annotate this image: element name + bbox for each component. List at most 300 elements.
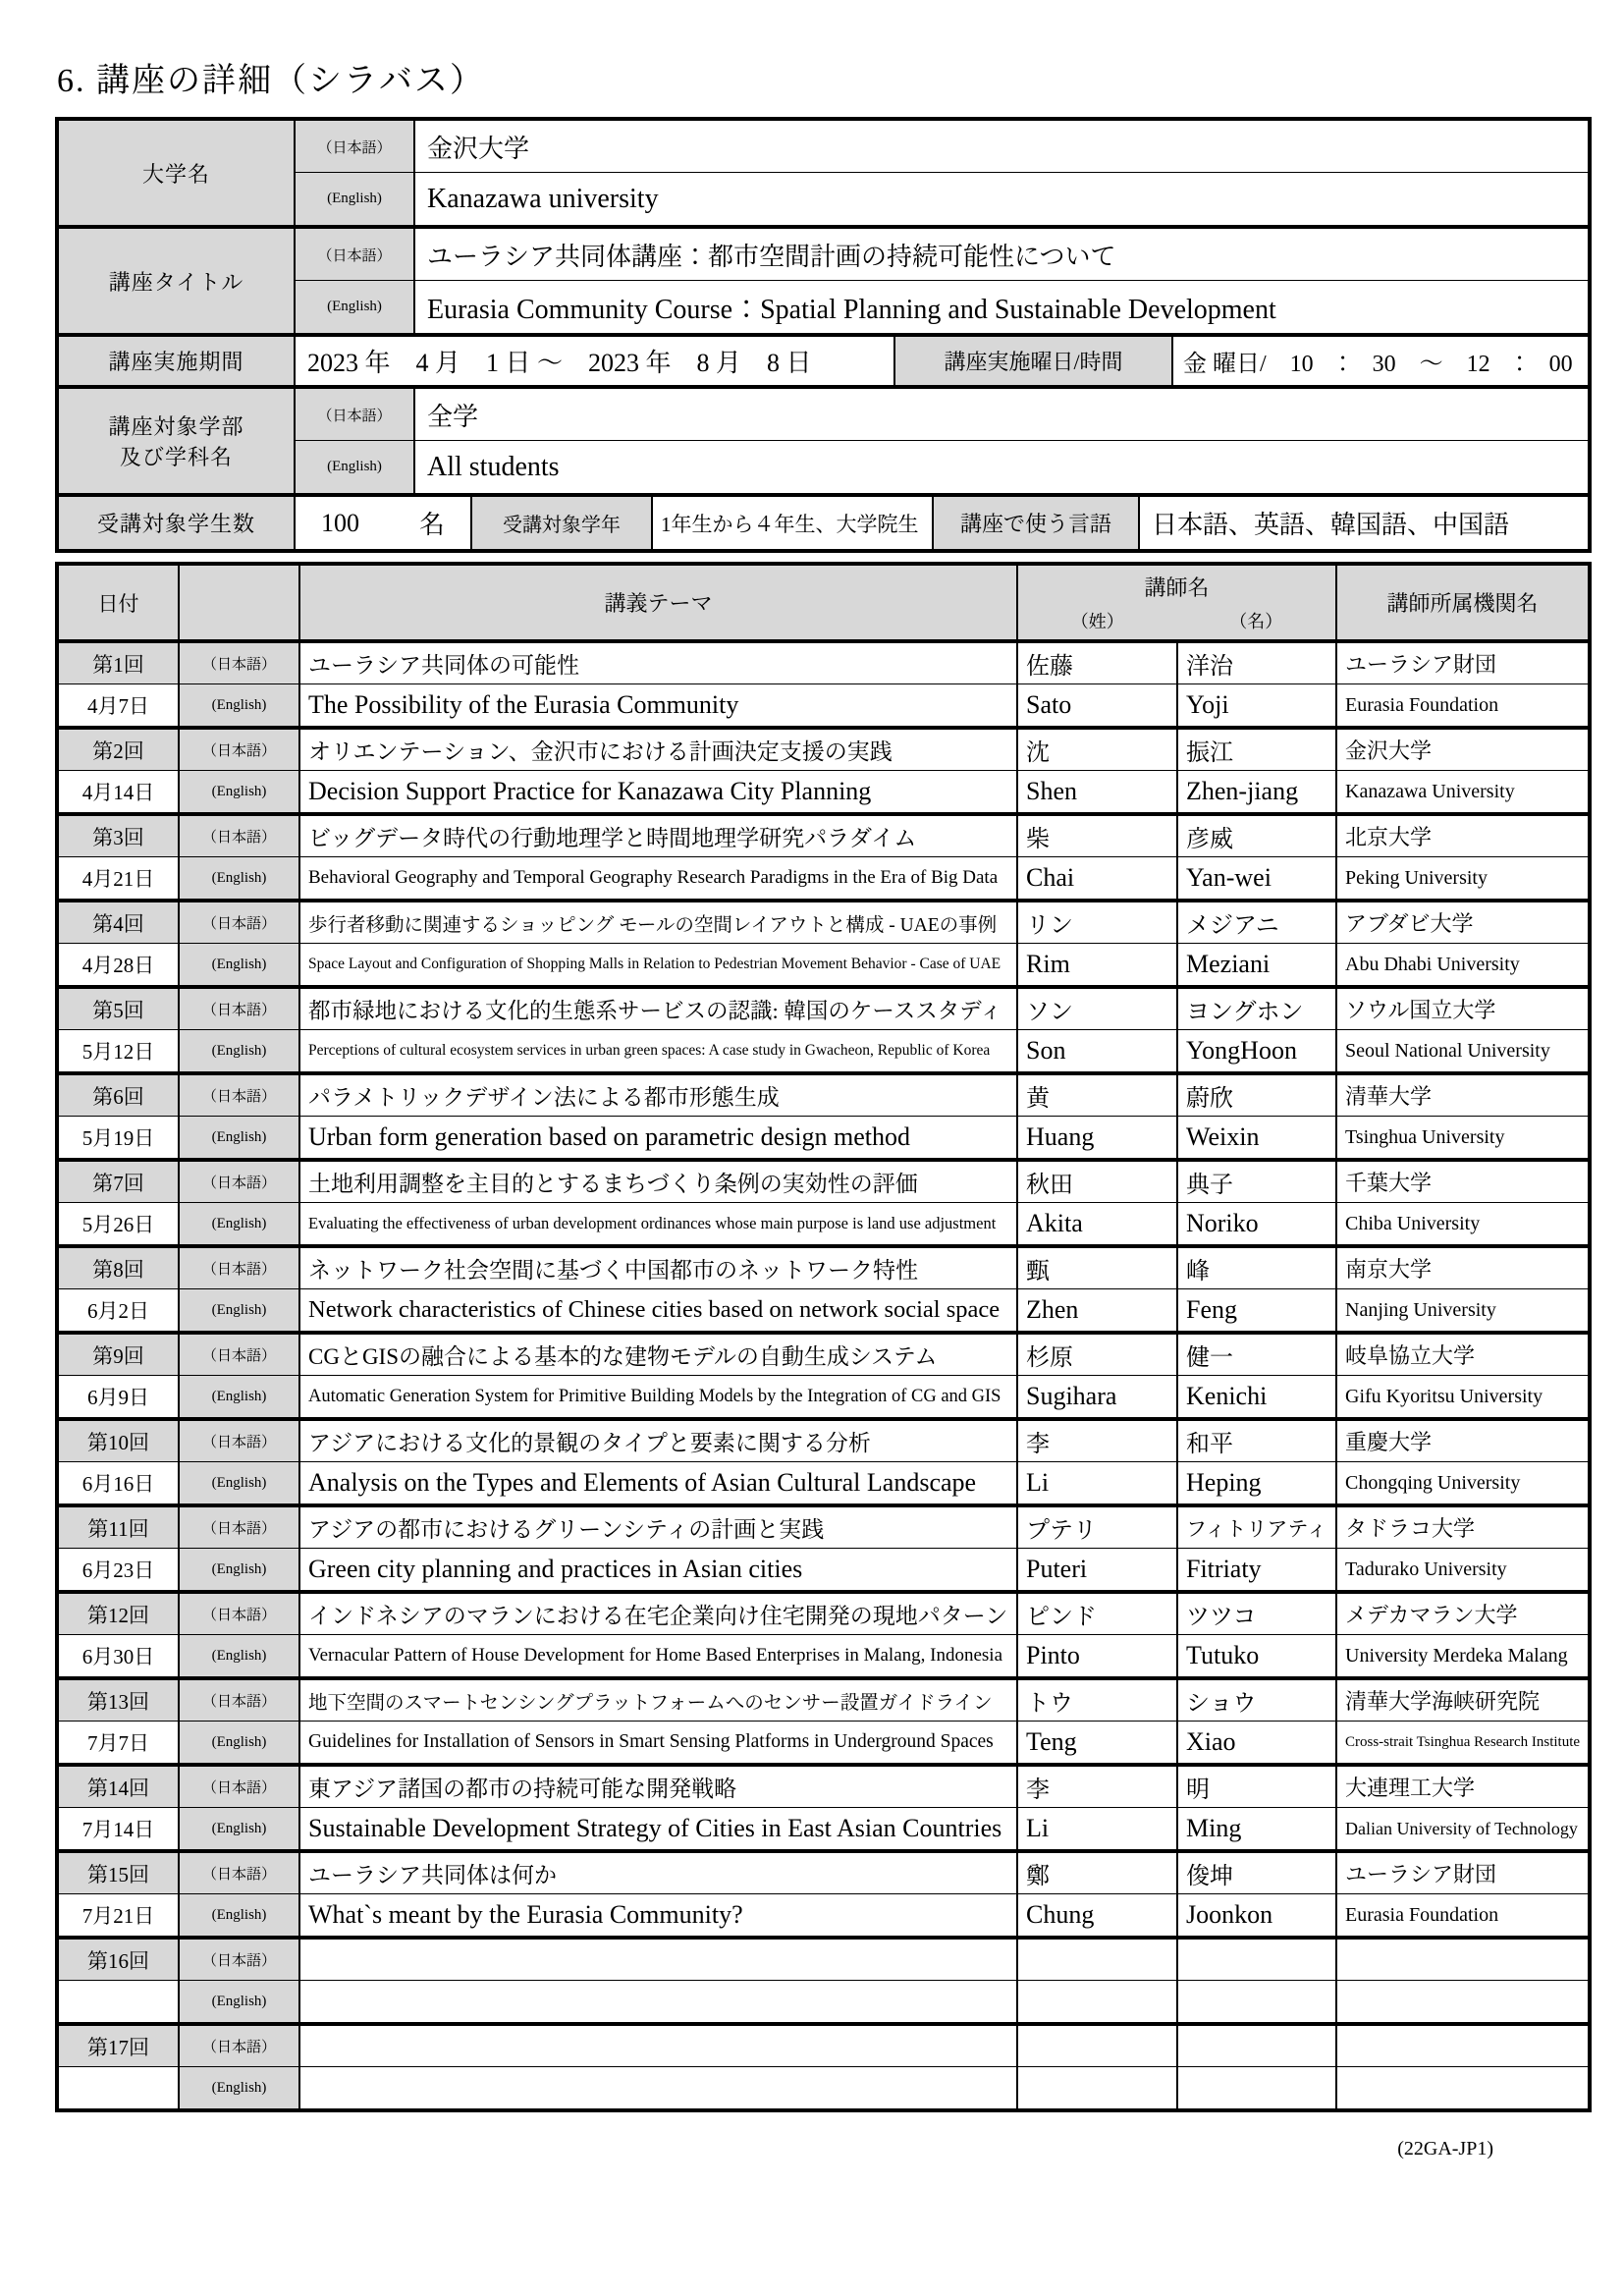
lecturer-affiliation-en: Kanazawa University	[1345, 780, 1515, 802]
lecture-theme-ja: ビッグデータ時代の行動地理学と時間地理学研究パラダイム	[300, 816, 1018, 856]
lecturer-given-name-en	[1178, 2067, 1337, 2108]
lecture-subrow-ja	[59, 1594, 1588, 1635]
lecturer-surname-ja: 佐藤	[1018, 643, 1178, 683]
lecturer-affiliation-en: Peking University	[1345, 866, 1488, 889]
lecture-subrow-en	[59, 1117, 1588, 1158]
faculty-en: All students	[427, 451, 560, 482]
lecture-date: 4月28日	[59, 944, 180, 985]
lecturer-given-name-ja: 典子	[1178, 1162, 1337, 1202]
lecturer-surname-en	[1018, 2067, 1178, 2108]
lecturer-affiliation-en: Chiba University	[1345, 1212, 1481, 1234]
schedule-header	[59, 566, 1588, 643]
lang-tag-japanese: （日本語）	[180, 1335, 300, 1375]
lecture-row	[59, 1335, 1588, 1421]
lecturer-surname-en: Pinto	[1018, 1635, 1178, 1676]
lecturer-affiliation-en: Abu Dhabi University	[1345, 953, 1520, 975]
lecture-subrow-en	[59, 1722, 1588, 1763]
day-time-label: 講座実施曜日/時間	[895, 337, 1173, 385]
lecture-subrow-en	[59, 1981, 1588, 2022]
lecture-no: 第2回	[59, 730, 180, 770]
lang-tag-japanese: （日本語）	[180, 1680, 300, 1721]
lecture-theme-ja: ネットワーク社会空間に基づく中国都市のネットワーク特性	[300, 1248, 1018, 1288]
lecture-subrow-en	[59, 1635, 1588, 1676]
lecture-subrow-ja	[59, 2026, 1588, 2067]
lecture-row	[59, 816, 1588, 902]
lecturer-affiliation-ja: 千葉大学	[1345, 1171, 1433, 1195]
lecture-row	[59, 1680, 1588, 1767]
lecture-subrow-en	[59, 1462, 1588, 1503]
lecturer-surname-en: Shen	[1018, 771, 1178, 812]
lecture-row	[59, 989, 1588, 1075]
lecturer-given-name-en: YongHoon	[1178, 1030, 1337, 1071]
lecture-theme-ja: 東アジア諸国の都市の持続可能な開発戦略	[300, 1767, 1018, 1807]
header-given-name: （名）	[1229, 612, 1283, 631]
lang-tag-japanese: （日本語）	[296, 121, 415, 172]
lang-tag-japanese: （日本語）	[296, 389, 415, 440]
lecture-theme-ja: CGとGISの融合による基本的な建物モデルの自動生成システム	[300, 1335, 1018, 1375]
lecture-theme-ja: 都市緑地における文化的生態系サービスの認識: 韓国のケーススタディ	[300, 989, 1018, 1029]
header-date: 日付	[59, 566, 180, 639]
lecturer-given-name-en: Joonkon	[1178, 1894, 1337, 1936]
lecture-date: 6月23日	[59, 1549, 180, 1590]
lecturer-surname-en: Chai	[1018, 857, 1178, 899]
lecture-row	[59, 1162, 1588, 1248]
lecture-no: 第10回	[59, 1421, 180, 1461]
lang-tag-english: (English)	[180, 857, 300, 899]
lecturer-affiliation-en	[1337, 2067, 1588, 2108]
university-block	[59, 121, 1588, 229]
lecturer-affiliation-ja: 大連理工大学	[1345, 1776, 1476, 1800]
lecturer-surname-ja: 秋田	[1018, 1162, 1178, 1202]
faculty-label-line2: 及び学科名	[119, 445, 233, 469]
lecturer-surname-ja: プテリ	[1018, 1507, 1178, 1548]
faculty-block	[59, 389, 1588, 497]
lecturer-given-name-ja: 俊坤	[1178, 1853, 1337, 1893]
lecture-row	[59, 1767, 1588, 1853]
lecture-subrow-ja	[59, 1680, 1588, 1722]
lecturer-affiliation-en: Nanjing University	[1345, 1298, 1496, 1321]
lang-tag-english: (English)	[180, 1808, 300, 1849]
lecture-no: 第17回	[59, 2026, 180, 2066]
lang-tag-japanese: （日本語）	[180, 1075, 300, 1116]
lecture-date	[59, 1981, 180, 2022]
lecture-theme-en: Space Layout and Configuration of Shopping Malls in Relation to Pedestrian Movement Behavior - Case of UAE	[300, 944, 1018, 985]
lecture-subrow-ja	[59, 1767, 1588, 1808]
lecturer-given-name-ja: 洋治	[1178, 643, 1337, 683]
lang-tag-japanese: （日本語）	[180, 1421, 300, 1461]
faculty-label-line1: 講座対象学部	[108, 414, 244, 439]
lecturer-given-name-ja: ショウ	[1178, 1680, 1337, 1721]
lecturer-surname-en: Teng	[1018, 1722, 1178, 1763]
course-title-label: 講座タイトル	[59, 229, 296, 333]
lecture-row	[59, 1421, 1588, 1507]
lecture-row	[59, 902, 1588, 989]
lecturer-surname-ja: 沈	[1018, 730, 1178, 770]
lang-tag-english: (English)	[180, 1981, 300, 2022]
lecturer-given-name-en: Heping	[1178, 1462, 1337, 1503]
lang-tag-english: (English)	[180, 1722, 300, 1763]
lecturer-affiliation-en: Tsinghua University	[1345, 1125, 1505, 1148]
lecture-row	[59, 1248, 1588, 1335]
lecturer-surname-en: Chung	[1018, 1894, 1178, 1936]
lecture-subrow-ja	[59, 902, 1588, 944]
lecture-theme-en: Evaluating the effectiveness of urban development ordinances whose main purpose is land use adjustment	[300, 1203, 1018, 1244]
lecture-date: 4月7日	[59, 684, 180, 726]
lecture-subrow-ja	[59, 1162, 1588, 1203]
lecturer-affiliation-ja: 岐阜協立大学	[1345, 1343, 1476, 1368]
lecture-subrow-en	[59, 1203, 1588, 1244]
lecturer-surname-ja: 李	[1018, 1767, 1178, 1807]
lecturer-given-name-en: Xiao	[1178, 1722, 1337, 1763]
lecture-theme-ja: オリエンテーション、金沢市における計画決定支援の実践	[300, 730, 1018, 770]
lecture-subrow-ja	[59, 643, 1588, 684]
lecture-subrow-en	[59, 1030, 1588, 1071]
lecturer-affiliation-ja: ユーラシア財団	[1345, 652, 1497, 677]
period-block	[59, 337, 1588, 389]
lecturer-affiliation-en: Eurasia Foundation	[1345, 693, 1499, 716]
student-count-cell	[296, 497, 472, 549]
lecturer-given-name-en: Feng	[1178, 1289, 1337, 1331]
lecture-date: 7月14日	[59, 1808, 180, 1849]
lecture-date: 6月30日	[59, 1635, 180, 1676]
lecture-date: 5月19日	[59, 1117, 180, 1158]
lecture-theme-ja: アジアにおける文化的景観のタイプと要素に関する分析	[300, 1421, 1018, 1461]
lecture-date: 4月14日	[59, 771, 180, 812]
grade-value: 1年生から４年生、大学院生	[653, 497, 934, 549]
lecture-theme-en: Network characteristics of Chinese cities based on network social space	[300, 1289, 1018, 1331]
lecture-subrow-en	[59, 1808, 1588, 1849]
lang-tag-english: (English)	[180, 1117, 300, 1158]
lecture-no: 第8回	[59, 1248, 180, 1288]
lang-tag-japanese: （日本語）	[180, 1594, 300, 1634]
lecture-subrow-ja	[59, 1335, 1588, 1376]
lecture-subrow-ja	[59, 1853, 1588, 1894]
schedule-table	[55, 562, 1592, 2112]
lecturer-given-name-ja: ツツコ	[1178, 1594, 1337, 1634]
lecture-theme-ja	[300, 2026, 1018, 2066]
lang-tag-japanese: （日本語）	[180, 643, 300, 683]
lang-tag-japanese: （日本語）	[180, 1162, 300, 1202]
lecturer-surname-en: Sugihara	[1018, 1376, 1178, 1417]
lecturer-affiliation-ja: 清華大学海峡研究院	[1345, 1689, 1541, 1714]
lecturer-surname-en: Akita	[1018, 1203, 1178, 1244]
lecture-row	[59, 1594, 1588, 1680]
lang-tag-japanese: （日本語）	[180, 1853, 300, 1893]
lang-tag-english: (English)	[180, 1635, 300, 1676]
lecture-date: 4月21日	[59, 857, 180, 899]
lecture-theme-en	[300, 1981, 1018, 2022]
lecture-theme-en	[300, 2067, 1018, 2108]
lang-tag-japanese: （日本語）	[180, 1248, 300, 1288]
lecturer-surname-en: Li	[1018, 1808, 1178, 1849]
students-block	[59, 497, 1588, 549]
lecturer-affiliation-en: University Merdeka Malang	[1345, 1644, 1568, 1667]
lecture-no: 第6回	[59, 1075, 180, 1116]
lecturer-affiliation-ja: 清華大学	[1345, 1084, 1433, 1109]
header-lecturer-sub	[1018, 608, 1335, 633]
day-time-value: 金 曜日/ 10 ： 30 ～ 12 ： 00	[1183, 352, 1573, 377]
header-affiliation: 講師所属機関名	[1337, 566, 1588, 639]
lecturer-affiliation-ja: メデカマラン大学	[1345, 1603, 1518, 1627]
course-title-en: Eurasia Community Course：Spatial Planning and Sustainable Development	[427, 294, 1276, 325]
lecture-theme-ja: ユーラシア共同体の可能性	[300, 643, 1018, 683]
schedule-body	[59, 643, 1588, 2108]
lecturer-affiliation-ja: ユーラシア財団	[1345, 1862, 1497, 1886]
lecture-no: 第7回	[59, 1162, 180, 1202]
lecturer-surname-ja: 甄	[1018, 1248, 1178, 1288]
lecture-date: 6月2日	[59, 1289, 180, 1331]
lecturer-given-name-ja: 蔚欣	[1178, 1075, 1337, 1116]
page-title: 6. 講座の詳細（シラバス）	[57, 63, 485, 99]
lecturer-given-name-en: Meziani	[1178, 944, 1337, 985]
lecture-date: 7月7日	[59, 1722, 180, 1763]
faculty-ja: 全学	[427, 402, 479, 431]
lecture-no: 第9回	[59, 1335, 180, 1375]
lang-tag-english: (English)	[180, 1203, 300, 1244]
lecturer-affiliation-ja: 南京大学	[1345, 1257, 1433, 1282]
lang-tag-japanese: （日本語）	[180, 2026, 300, 2066]
lecture-theme-ja: パラメトリックデザイン法による都市形態生成	[300, 1075, 1018, 1116]
lang-tag-japanese: （日本語）	[180, 1940, 300, 1980]
lecture-date: 6月16日	[59, 1462, 180, 1503]
lecture-theme-ja: アジアの都市におけるグリーンシティの計画と実践	[300, 1507, 1018, 1548]
lang-tag-english: (English)	[180, 684, 300, 726]
student-count-label: 受講対象学生数	[59, 497, 296, 549]
lecture-subrow-ja	[59, 1421, 1588, 1462]
lecturer-given-name-en: Ming	[1178, 1808, 1337, 1849]
lecturer-surname-en: Sato	[1018, 684, 1178, 726]
university-label: 大学名	[59, 121, 296, 225]
lecture-theme-ja: 地下空間のスマートセンシングプラットフォームへのセンサー設置ガイドライン	[300, 1680, 1018, 1721]
faculty-label	[59, 389, 296, 493]
lecture-theme-en: Automatic Generation System for Primitive Building Models by the Integration of CG and GIS	[300, 1376, 1018, 1417]
lecture-subrow-en	[59, 771, 1588, 812]
lecture-subrow-en	[59, 1376, 1588, 1417]
lecture-theme-ja: ユーラシア共同体は何か	[300, 1853, 1018, 1893]
lecture-subrow-en	[59, 1289, 1588, 1331]
lecture-date: 5月12日	[59, 1030, 180, 1071]
lecture-theme-ja: 歩行者移動に関連するショッピング モールの空間レイアウトと構成 - UAEの事例	[300, 902, 1018, 943]
lecturer-affiliation-en: Chongqing University	[1345, 1471, 1521, 1494]
lecturer-given-name-en: Noriko	[1178, 1203, 1337, 1244]
lecturer-given-name-en	[1178, 1981, 1337, 2022]
lang-tag-japanese: （日本語）	[180, 1767, 300, 1807]
course-title-ja: ユーラシア共同体講座：都市空間計画の持続可能性について	[427, 242, 1116, 271]
lecture-no: 第14回	[59, 1767, 180, 1807]
lang-tag-english: (English)	[180, 944, 300, 985]
university-name-en: Kanazawa university	[427, 183, 659, 214]
student-count: 100	[321, 508, 359, 537]
lecture-theme-en: The Possibility of the Eurasia Community	[300, 684, 1018, 726]
lecture-no: 第16回	[59, 1940, 180, 1980]
lecturer-surname-en: Puteri	[1018, 1549, 1178, 1590]
student-count-unit: 名	[418, 511, 445, 539]
lecturer-surname-ja: ピンド	[1018, 1594, 1178, 1634]
lecture-subrow-ja	[59, 816, 1588, 857]
lecture-theme-ja: 土地利用調整を主目的とするまちづくり条例の実効性の評価	[300, 1162, 1018, 1202]
header-theme: 講義テーマ	[300, 566, 1018, 639]
lecturer-surname-ja	[1018, 1940, 1178, 1980]
lecturer-surname-en: Huang	[1018, 1117, 1178, 1158]
lecture-row	[59, 1940, 1588, 2026]
lecture-no: 第3回	[59, 816, 180, 856]
lecture-subrow-ja	[59, 1248, 1588, 1289]
header-lecturer	[1018, 566, 1337, 639]
lecturer-affiliation-en: Eurasia Foundation	[1345, 1903, 1499, 1926]
lecturer-given-name-ja: 明	[1178, 1767, 1337, 1807]
lecturer-affiliation-ja: 北京大学	[1345, 825, 1433, 849]
lecture-row	[59, 643, 1588, 730]
lecturer-surname-en: Son	[1018, 1030, 1178, 1071]
lecture-theme-en: Analysis on the Types and Elements of Asian Cultural Landscape	[300, 1462, 1018, 1503]
lecturer-surname-ja: 黄	[1018, 1075, 1178, 1116]
course-title-block	[59, 229, 1588, 337]
lecturer-affiliation-en: Gifu Kyoritsu University	[1345, 1385, 1543, 1407]
lecture-theme-en: Decision Support Practice for Kanazawa City Planning	[300, 771, 1018, 812]
lecture-subrow-ja	[59, 989, 1588, 1030]
lang-tag-english: (English)	[296, 281, 415, 333]
lecture-row	[59, 1075, 1588, 1162]
lecturer-affiliation-en: Seoul National University	[1345, 1039, 1550, 1062]
lecturer-given-name-ja: 和平	[1178, 1421, 1337, 1461]
lecturer-affiliation-ja: 重慶大学	[1345, 1430, 1433, 1454]
lecture-theme-en: Guidelines for Installation of Sensors in Smart Sensing Platforms in Underground Spaces	[300, 1722, 1018, 1763]
header-lecturer-title: 講師名	[1144, 575, 1210, 600]
period-value: 2023 年 4 月 1 日 ～ 2023 年 8 月 8 日	[296, 337, 895, 385]
lecturer-given-name-ja: 峰	[1178, 1248, 1337, 1288]
lecture-row	[59, 730, 1588, 816]
lecturer-given-name-ja	[1178, 1940, 1337, 1980]
lang-tag-japanese: （日本語）	[180, 730, 300, 770]
lecturer-given-name-ja: ヨングホン	[1178, 989, 1337, 1029]
lecturer-affiliation-ja: 金沢大学	[1345, 738, 1433, 763]
lecture-theme-en: What`s meant by the Eurasia Community?	[300, 1894, 1018, 1936]
lecture-theme-en: Behavioral Geography and Temporal Geography Research Paradigms in the Era of Big Data	[300, 857, 1018, 899]
lecturer-surname-ja: リン	[1018, 902, 1178, 943]
lecturer-given-name-en: Yoji	[1178, 684, 1337, 726]
lecture-theme-en: Vernacular Pattern of House Development for Home Based Enterprises in Malang, Indonesia	[300, 1635, 1018, 1676]
lecturer-affiliation-en: Cross-strait Tsinghua Research Institute	[1345, 1733, 1581, 1750]
lang-tag-english: (English)	[180, 1376, 300, 1417]
lecturer-affiliation-ja: タドラコ大学	[1345, 1516, 1476, 1541]
lecturer-surname-en: Zhen	[1018, 1289, 1178, 1331]
lecturer-affiliation-ja: ソウル国立大学	[1345, 998, 1496, 1022]
lecture-no: 第1回	[59, 643, 180, 683]
lecturer-given-name-ja: 彦威	[1178, 816, 1337, 856]
lecture-theme-ja	[300, 1940, 1018, 1980]
lang-tag-english: (English)	[296, 173, 415, 225]
lang-tag-english: (English)	[180, 1462, 300, 1503]
lecturer-given-name-en: Tutuko	[1178, 1635, 1337, 1676]
lang-tag-japanese: （日本語）	[180, 1507, 300, 1548]
lecturer-given-name-en: Zhen-jiang	[1178, 771, 1337, 812]
lang-tag-english: (English)	[180, 1894, 300, 1936]
lecturer-affiliation-ja	[1337, 1940, 1588, 1980]
lecturer-surname-ja: トウ	[1018, 1680, 1178, 1721]
lecture-subrow-ja	[59, 730, 1588, 771]
university-name-ja: 金沢大学	[427, 134, 530, 163]
lecture-theme-ja: インドネシアのマランにおける在宅企業向け住宅開発の現地パターン	[300, 1594, 1018, 1634]
lecturer-given-name-en: Weixin	[1178, 1117, 1337, 1158]
lecturer-given-name-ja: メジアニ	[1178, 902, 1337, 943]
lecture-subrow-ja	[59, 1507, 1588, 1549]
header-lang-spacer	[180, 566, 300, 639]
lecture-theme-en: Urban form generation based on parametric design method	[300, 1117, 1018, 1158]
lang-tag-english: (English)	[180, 2067, 300, 2108]
lecture-subrow-en	[59, 2067, 1588, 2108]
course-language-label: 講座で使う言語	[934, 497, 1140, 549]
lecturer-given-name-en: Kenichi	[1178, 1376, 1337, 1417]
lecturer-affiliation-en	[1337, 1981, 1588, 2022]
lecture-theme-en: Green city planning and practices in Asian cities	[300, 1549, 1018, 1590]
lecture-no: 第11回	[59, 1507, 180, 1548]
lecture-no: 第13回	[59, 1680, 180, 1721]
lang-tag-english: (English)	[296, 441, 415, 493]
lang-tag-japanese: （日本語）	[180, 816, 300, 856]
header-surname: （姓）	[1070, 612, 1124, 631]
lecturer-surname-ja: ソン	[1018, 989, 1178, 1029]
course-info-table	[55, 117, 1592, 553]
lang-tag-english: (English)	[180, 1549, 300, 1590]
lecturer-affiliation-ja	[1337, 2026, 1588, 2066]
lecturer-given-name-ja	[1178, 2026, 1337, 2066]
lecture-date	[59, 2067, 180, 2108]
lecturer-surname-ja: 柴	[1018, 816, 1178, 856]
lang-tag-english: (English)	[180, 771, 300, 812]
lecture-subrow-en	[59, 684, 1588, 726]
lecture-row	[59, 1853, 1588, 1940]
lecturer-surname-ja: 李	[1018, 1421, 1178, 1461]
lecturer-affiliation-en: Dalian University of Technology	[1345, 1818, 1578, 1838]
lecture-subrow-ja	[59, 1940, 1588, 1981]
lecture-subrow-en	[59, 857, 1588, 899]
lecture-theme-en: Sustainable Development Strategy of Cities in East Asian Countries	[300, 1808, 1018, 1849]
course-language-value: 日本語、英語、韓国語、中国語	[1152, 511, 1510, 539]
lecture-date: 5月26日	[59, 1203, 180, 1244]
lang-tag-english: (English)	[180, 1289, 300, 1331]
doc-code: (22GA-JP1)	[1397, 2138, 1493, 2159]
lecturer-given-name-ja: 振江	[1178, 730, 1337, 770]
lecturer-surname-ja	[1018, 2026, 1178, 2066]
lecture-theme-en: Perceptions of cultural ecosystem services in urban green spaces: A case study in Gwacheon, Republic of Korea	[300, 1030, 1018, 1071]
lecturer-given-name-en: Yan-wei	[1178, 857, 1337, 899]
lang-tag-english: (English)	[180, 1030, 300, 1071]
lang-tag-japanese: （日本語）	[296, 229, 415, 280]
lecturer-surname-ja: 杉原	[1018, 1335, 1178, 1375]
lecture-date: 6月9日	[59, 1376, 180, 1417]
lecture-row	[59, 2026, 1588, 2108]
lecture-subrow-ja	[59, 1075, 1588, 1117]
lang-tag-japanese: （日本語）	[180, 989, 300, 1029]
lecturer-affiliation-en: Tadurako University	[1345, 1558, 1507, 1580]
lecture-no: 第15回	[59, 1853, 180, 1893]
lecture-no: 第5回	[59, 989, 180, 1029]
lecturer-given-name-en: Fitriaty	[1178, 1549, 1337, 1590]
lecture-subrow-en	[59, 1549, 1588, 1590]
lecture-subrow-en	[59, 944, 1588, 985]
lecturer-surname-en: Rim	[1018, 944, 1178, 985]
lecture-no: 第12回	[59, 1594, 180, 1634]
lecturer-surname-en: Li	[1018, 1462, 1178, 1503]
lecture-no: 第4回	[59, 902, 180, 943]
lecturer-surname-ja: 鄭	[1018, 1853, 1178, 1893]
lecturer-given-name-ja: フィトリアティ	[1178, 1507, 1337, 1548]
lecture-subrow-en	[59, 1894, 1588, 1936]
lecture-row	[59, 1507, 1588, 1594]
lecturer-surname-en	[1018, 1981, 1178, 2022]
lecturer-affiliation-ja: アブダビ大学	[1345, 911, 1474, 936]
grade-label: 受講対象学年	[472, 497, 653, 549]
